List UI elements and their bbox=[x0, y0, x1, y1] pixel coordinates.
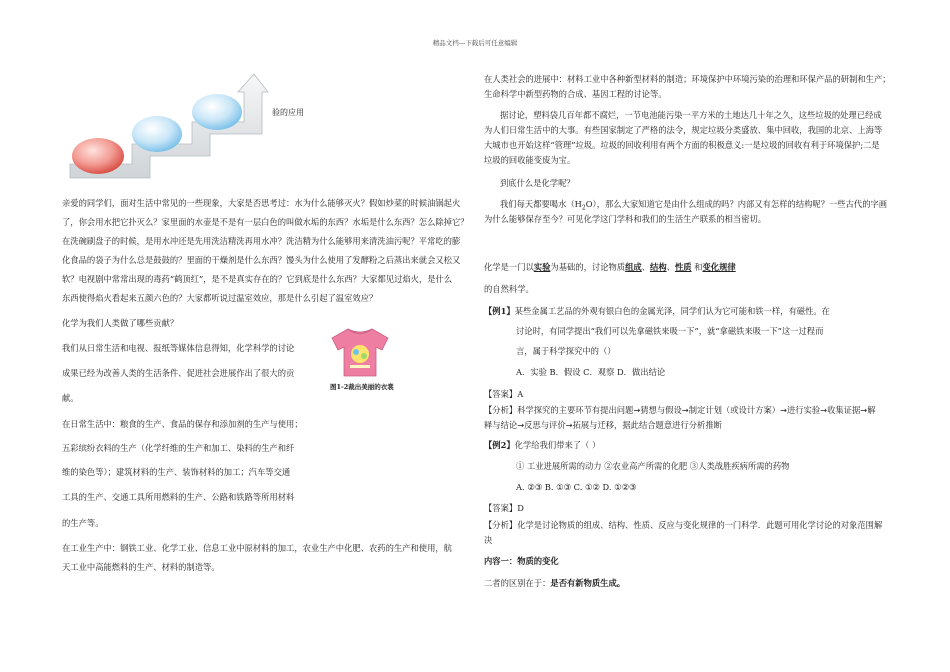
tshirt-print bbox=[351, 345, 369, 363]
def-sep2: 、 bbox=[666, 262, 675, 272]
red-sphere bbox=[72, 138, 124, 174]
answer1: 【答案】A bbox=[484, 389, 524, 399]
difference-pre: 二者的区别在于： bbox=[484, 578, 551, 588]
def-keyword-change: 变化规律 bbox=[702, 262, 736, 272]
def-sep1: 、 bbox=[641, 262, 651, 272]
analysis2-line2: 决 bbox=[484, 535, 493, 545]
left-p1-l1: 亲爱的同学们，面对生活中常见的一些现象，大家是否思考过：水为什么能够灭火？假如炒菜的时候油锅起火 bbox=[62, 198, 461, 208]
analysis2-line1: 【分析】化学是讨论物质的组成、结构、性质、反应与变化规律的一门科学．此题可用化学讨论的对象范围解 bbox=[484, 520, 883, 530]
example1-tag: 【例1】 bbox=[484, 306, 515, 316]
def-keyword-structure: 结构 bbox=[650, 262, 667, 272]
left-p4-l1: 在工业生产中：钢铁工业、化学工业、信息工业中原材料的加工，农业生产中化肥、农药的生产和使用，航 bbox=[62, 543, 452, 553]
right-p4-a: 我们每天都要喝水（H bbox=[500, 199, 582, 209]
analysis1-line2: 释与结论→反思与评价→拓展与迁移，据此结合题意进行分析推断 bbox=[484, 420, 722, 430]
left-p3-l2: 五彩缤纷衣料的生产（化学纤维的生产和加工、染料的生产和纤 bbox=[62, 443, 295, 453]
example2-line1 bbox=[484, 440, 600, 450]
def-keyword-experiment: 实验 bbox=[533, 262, 551, 272]
left-p3-l3: 维的染色等）；建筑材料的生产、装饰材料的加工；汽车等交通 bbox=[62, 467, 291, 477]
left-p1-l2: 了，你会用水把它扑灭么？家里面的水壶是不是有一层白色的叫做水垢的东西？水垢是什么东西？怎么除掉它？ bbox=[62, 217, 469, 227]
left-p3-l1: 在日常生活中：粮食的生产、食品的保存和添加剂的生产与使用； bbox=[62, 419, 303, 429]
page-header: 精品文档---下载后可任意编辑 bbox=[432, 39, 518, 47]
example1-options: A．实验 B．假设 C．观察 D．做出结论 bbox=[516, 367, 666, 377]
left-p4-l2: 天工业中高能燃料的生产、材料的制造等。 bbox=[62, 562, 220, 572]
tshirt-caption: 图1-2裁出美丽的衣裳 bbox=[330, 383, 394, 391]
right-p2-l1: 据讨论，塑料袋几百年都不腐烂，一节电池能污染一平方米的土地达几十年之久，这些垃圾的处理已经成 bbox=[500, 110, 882, 120]
right-p2-l2: 为人们日常生活中的大事。有些国家制定了严格的法令，规定垃圾分类盛放、集中回收，我国的北京、上海等 bbox=[484, 125, 883, 135]
left-p2-l1: 我们从日常生活和电视、报纸等媒体信息得知，化学科学的讨论 bbox=[62, 343, 295, 353]
right-p1-l1: 在人类社会的进展中：材料工业中各种新型材料的制造；环境保护中环境污染的治理和环保产品的研制和生产； bbox=[484, 74, 891, 84]
tshirt-image bbox=[330, 326, 390, 378]
example1-line1 bbox=[484, 306, 830, 316]
content1-heading: 内容一：物质的变化 bbox=[484, 556, 559, 566]
left-p3-l4: 工具的生产、交通工具所用燃料的生产、公路和铁路等所用材料 bbox=[62, 492, 295, 502]
example1-text1: 某些金属工艺品的外观有银白色的金属光泽，同学们认为它可能和铁一样，有磁性。在 bbox=[514, 306, 830, 316]
right-p4-l1 bbox=[500, 199, 887, 212]
example2-options: A. ②③ B. ①③ C. ①② D. ①②③ bbox=[516, 482, 637, 492]
right-p2-l3: 大城市也开始这样“管理”垃圾。垃圾的回收利用有两个方面的积极意义:一是垃圾的回收有利于环境保护;二是 bbox=[484, 140, 880, 150]
definition-line1 bbox=[484, 262, 736, 272]
left-question: 化学为我们人类做了哪些贡献？ bbox=[62, 318, 179, 328]
left-p3-l5: 的生产等。 bbox=[62, 518, 104, 528]
right-p3: 到底什么是化学呢？ bbox=[500, 178, 575, 188]
def-mid2: 和 bbox=[691, 262, 703, 272]
def-pre: 化学是一门以 bbox=[484, 262, 534, 272]
example2-items: ① 工业进展所需的动力 ②农业高产所需的化肥 ③人类战胜疾病所需的药物 bbox=[516, 461, 790, 471]
example2-tag: 【例2】 bbox=[484, 440, 515, 450]
left-p1-l3: 在洗碗刷盘子的时候，是用水冲还是先用洗洁精洗再用水冲？洗洁精为什么能够用来清洗油污呢？平常吃的膨 bbox=[62, 236, 461, 246]
right-p1-l2: 生命科学中新型药物的合成、基因工程的讨论等。 bbox=[484, 89, 667, 99]
example1-line3: 言，属于科学探究中的（） bbox=[516, 346, 616, 356]
answer2: 【答案】D bbox=[484, 503, 524, 513]
steps-graphic bbox=[62, 72, 272, 182]
left-p1-l6: 东西使得焰火看起来五颜六色的？大家都听说过温室效应，那是什么引起了温室效应？ bbox=[62, 293, 378, 303]
left-p1-l5: 软？电视剧中常常出现的毒药“鹤顶红”，是不是真实存在的？它到底是什么东西？大家都见过焰火，是什么 bbox=[62, 274, 453, 284]
example2-text1: 化学给我们带来了（ ） bbox=[514, 440, 601, 450]
right-p4-sub: 2 bbox=[581, 204, 586, 212]
right-p4-b: O），那么大家知道它是由什么组成的吗？内部又有怎样的结构呢？一些古代的字画 bbox=[585, 199, 888, 209]
right-p4-l2: 为什么能够保存至今？可见化学这门学科和我们的生活生产联系的相当密切。 bbox=[484, 214, 767, 224]
def-mid1: 为基础的，讨论物质 bbox=[550, 262, 626, 272]
blue-sphere-2 bbox=[192, 94, 242, 130]
figure-label: 验的应用 bbox=[272, 108, 304, 117]
definition-line2: 的自然科学。 bbox=[484, 284, 534, 294]
left-p1-l4: 化食品的袋子为什么总是鼓鼓的？里面的干燥剂是什么东西？馒头为什么使用了发酵粉之后蒸出来就会又松又 bbox=[62, 255, 461, 265]
analysis1-line1: 【分析】科学探究的主要环节有提出问题→猜想与假设→制定计划（或设计方案）→进行实验→收集证据→解 bbox=[484, 405, 876, 415]
difference-line bbox=[484, 578, 625, 588]
def-keyword-composition: 组成 bbox=[625, 262, 642, 272]
left-p2-l3: 献。 bbox=[62, 393, 79, 403]
blue-sphere-1 bbox=[132, 116, 182, 152]
right-p2-l4: 垃圾的回收能变废为宝。 bbox=[484, 155, 576, 165]
def-keyword-property: 性质 bbox=[674, 262, 692, 272]
example1-line2: 讨论时，有同学提出“我们可以先拿磁铁来吸一下”，就“拿磁铁来吸一下”这一过程而 bbox=[516, 326, 824, 336]
difference-key: 是否有新物质生成。 bbox=[550, 578, 626, 588]
left-p2-l2: 成果已经为改善人类的生活条件、促进社会进展作出了很大的贡 bbox=[62, 368, 295, 378]
